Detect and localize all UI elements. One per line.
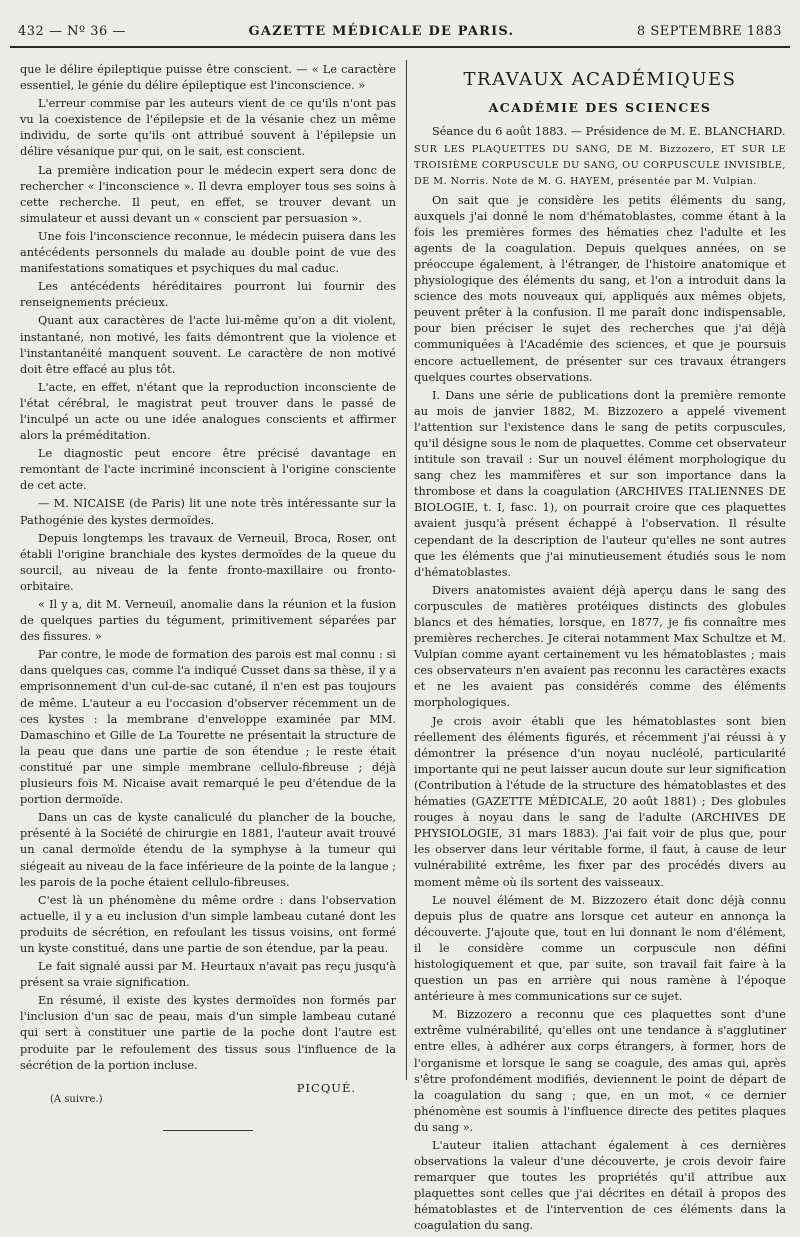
paragraph: Divers anatomistes avaient déjà aperçu dans le sang des corpuscules de matières protéiques distincts des globules blancs et des hématies, lorsque, en 1877, je fis connaître mes premières recherches. Je citerai notamment Max Schultze et M. Vulpian comme ayant certainement vu les hématoblastes ; mais ces observateurs n'en avaient pas reconnu les caractères exacts et ne les avaient pas considérés comme des éléments morphologiques. bbox=[414, 583, 786, 710]
paragraph: En résumé, il existe des kystes dermoïdes non formés par l'inclusion d'un sac de peau, mais d'un simple lambeau cutané qui sert à constituer une partie de la poche dont l'autre est produite par le refoulement des tissus sous l'influence de la sécrétion de la portion incluse. bbox=[20, 994, 396, 1072]
paragraph: Les antécédents héréditaires pourront lui fournir des renseignements précieux. bbox=[20, 280, 396, 310]
paragraph: Dans un cas de kyste canaliculé du plancher de la bouche, présenté à la Société de chirurgie en 1881, l'auteur avait trouvé un canal dermoïde étendu de la symphyse à la tumeur qui siégeait au niveau de la face inférieure de la pointe de la langue ; les parois de la poche étaient cellulo-fibreuses. bbox=[20, 811, 396, 889]
paragraph: Depuis longtemps les travaux de Verneuil, Broca, Roser, ont établi l'origine branchiale des kystes dermoïdes de la queue du sourcil, au niveau de la fente fronto-maxillaire ou fronto-orbitaire. bbox=[20, 531, 396, 593]
paragraph: Le diagnostic peut encore être précisé davantage en remontant de l'acte incriminé inconscient à l'origine consciente de cet acte. bbox=[20, 447, 396, 493]
paragraph: Quant aux caractères de l'acte lui-même qu'on a dit violent, instantané, non motivé, les faits démontrent que la violence et l'instantanéité manquent souvent. Le caractère de non motivé doit être effacé au plus tôt. bbox=[20, 314, 396, 376]
paragraph: — M. NICAISE (de Paris) lit une note très intéressante sur la Pathogénie des kystes dermoïdes. bbox=[20, 497, 396, 527]
paragraph: Le fait signalé aussi par M. Heurtaux n'avait pas reçu jusqu'à présent sa vraie signification. bbox=[20, 960, 396, 990]
author-signature: PICQUÉ. bbox=[296, 1080, 356, 1095]
column-divider bbox=[406, 60, 407, 1080]
paragraph: Par contre, le mode de formation des parois est mal connu : si dans quelques cas, comme l'a indiqué Cusset dans sa thèse, il y a emprisonnement d'un cul-de-sac cutané, il n'en est pas toujours de même. L'auteur a eu l'occasion d'observer récemment un de ces kystes : la membrane d'enveloppe examinée par MM. Damaschino et Gille de La Tourette ne présentait la structure de la peau que dans une partie de son étendue ; le reste était constitué par une simple membrane cellulo-fibreuse ; déjà plusieurs fois M. Nicaise avait remarqué le peu d'étendue de la portion dermoïde. bbox=[20, 648, 396, 807]
note-title: SUR LES PLAQUETTES DU SANG, DE M. Bizzozero, ET SUR LE TROISIÈME CORPUSCULE DU SANG, OU CORPUSCULE INVISIBLE, DE M. Norris. Note de M. G. HAYEM, présentée par M. Vulpian. bbox=[414, 144, 786, 188]
journal-title: GAZETTE MÉDICALE DE PARIS. bbox=[248, 23, 515, 39]
paragraph: « Il y a, dit M. Verneuil, anomalie dans la réunion et la fusion de quelques parties du tégument, primitivement séparées par des fissures. » bbox=[20, 598, 396, 644]
paragraph: On sait que je considère les petits éléments du sang, auxquels j'ai donné le nom d'hématoblastes, comme étant à la fois les premières formes des hématies chez l'adulte et les agents de la coagulation. Depuis quelques années, on se préoccupe également, à l'étranger, de l'histoire anatomique et physiologique des éléments du sang, et l'on a introduit dans la science des mots nouveaux qui, appliqués aux mêmes objets, peuvent prêter à la confusion. Il me paraît donc indispensable, pour bien préciser le sujet des recherches que j'ai déjà communiquées à l'Académie des sciences, et que je poursuis encore actuellement, de présenter sur ces travaux étrangers quelques courtes observations. bbox=[414, 193, 786, 384]
to-be-continued: (A suivre.) bbox=[50, 1093, 103, 1105]
paragraph: La première indication pour le médecin expert sera donc de rechercher « l'inconscience ». Il devra employer tous ses soins à cette recherche. Il peut, en effet, se trouver devant un simulateur et aussi devant un « conscient par persuasion ». bbox=[20, 163, 396, 225]
paragraph: C'est là un phénomène du même ordre : dans l'observation actuelle, il y a eu inclusion d'un simple lambeau cutané dont les produits de sécrétion, en refoulant les tissus voisins, ont formé un kyste constitué, dans une partie de son étendue, par la peau. bbox=[20, 893, 396, 955]
issue-date: 8 SEPTEMBRE 1883 bbox=[636, 23, 782, 39]
paragraph: Une fois l'inconscience reconnue, le médecin puisera dans les antécédents personnels du malade au double point de vue des manifestations somatiques et psychiques du mal caduc. bbox=[20, 229, 396, 276]
paragraph: M. Bizzozero a reconnu que ces plaquettes sont d'une extrême vulnérabilité, qu'elles ont une tendance à s'agglutiner entre elles, à adhérer aux corps étrangers, à former, hors de l'organisme et lorsque le sang se coagule, des amas qui, après s'être profondément modifiés, deviennent le point de départ de la coagulation du sang ; que, en un mot, « ce dernier phénomène est soumis à l'influence directe des petites plaques du sang ». bbox=[414, 1008, 786, 1134]
paragraph: Je crois avoir établi que les hématoblastes sont bien réellement des éléments figurés, et récemment j'ai réussi à y démontrer la présence d'un noyau nucléolé, particularité importante qui ne peut laisser aucun doute sur leur signification (Contribution à l'étude de la structure des hématoblastes et des hématies (GAZETTE MÉDICALE, 20 août 1881) ; Des globules rouges à noyau dans le sang de l'adulte (ARCHIVES DE PHYSIOLOGIE, 31 mars 1883). J'ai fait voir de plus que, pour les observer dans leur véritable forme, il faut, à cause de leur vulnérabilité extrême, les fixer par des procédés divers au moment même où ils sortent des vaisseaux. bbox=[414, 714, 786, 889]
paragraph: Le nouvel élément de M. Bizzozero était donc déjà connu depuis plus de quatre ans lorsque cet auteur en annonça la découverte. J'ajoute que, tout en lui donnant le nom d'élément, il le considère comme un corpuscule non défini histologiquement et que, par suite, son travail fait faire à la question un pas en arrière qui nous ramène à l'époque antérieure à mes communications sur ce sujet. bbox=[414, 893, 786, 1004]
left-column bbox=[20, 62, 396, 1131]
paragraph: I. Dans une série de publications dont la première remonte au mois de janvier 1882, M. Bizzozero a appelé vivement l'attention sur l'existence dans le sang de petits corpuscules, qu'il désigne sous le nom de plaquettes. Comme cet observateur intitule son travail : Sur un nouvel élément morphologique du sang chez les mammifères et sur son importance dans la thrombose et dans la coagulation (ARCHIVES ITALIENNES DE BIOLOGIE, t. I, fasc. 1), on pourrait croire que ces plaquettes avaient jusqu'à présent échappé à l'observation. Il résulte cependant de la description de l'auteur qu'elles ne sont autres que les éléments que j'ai minutieusement étudiés sous le nom d'hématoblastes. bbox=[414, 388, 786, 579]
session-line: Séance du 6 août 1883. — Présidence de M. E. BLANCHARD. bbox=[432, 125, 786, 139]
paragraph: L'erreur commise par les auteurs vient de ce qu'ils n'ont pas vu la coexistence de l'épilepsie et de la vésanie chez un même individu, de sorte qu'ils ont attribué souvent à l'épilepsie un délire vésanique pur qui, on le sait, est conscient. bbox=[20, 97, 396, 159]
paragraph: L'acte, en effet, n'étant que la reproduction inconsciente de l'état cérébral, le magistrat peut trouver dans le passé de l'inculpé un acte ou une idée analogues conscients et affirmer alors la préméditation. bbox=[20, 380, 396, 443]
academy-title: ACADÉMIE DES SCIENCES bbox=[488, 100, 712, 116]
page-header bbox=[18, 18, 782, 44]
header-rule bbox=[10, 46, 790, 48]
paragraph: que le délire épileptique puisse être conscient. — « Le caractère essentiel, le génie du délire épileptique est l'inconscience. » bbox=[20, 63, 396, 93]
page-number: 432 — Nº 36 — bbox=[18, 23, 126, 39]
paragraph: L'auteur italien attachant également à ces dernières observations la valeur d'une découverte, je crois devoir faire remarquer que toutes les propriétés qu'il attribue aux plaquettes sont celles que j'ai décrites en détail à propos des hématoblastes et de l'intervention de ces éléments dans la coagulation du sang. bbox=[414, 1139, 786, 1233]
right-column bbox=[414, 64, 786, 1237]
section-title: TRAVAUX ACADÉMIQUES bbox=[463, 69, 737, 90]
end-rule bbox=[163, 1130, 253, 1131]
